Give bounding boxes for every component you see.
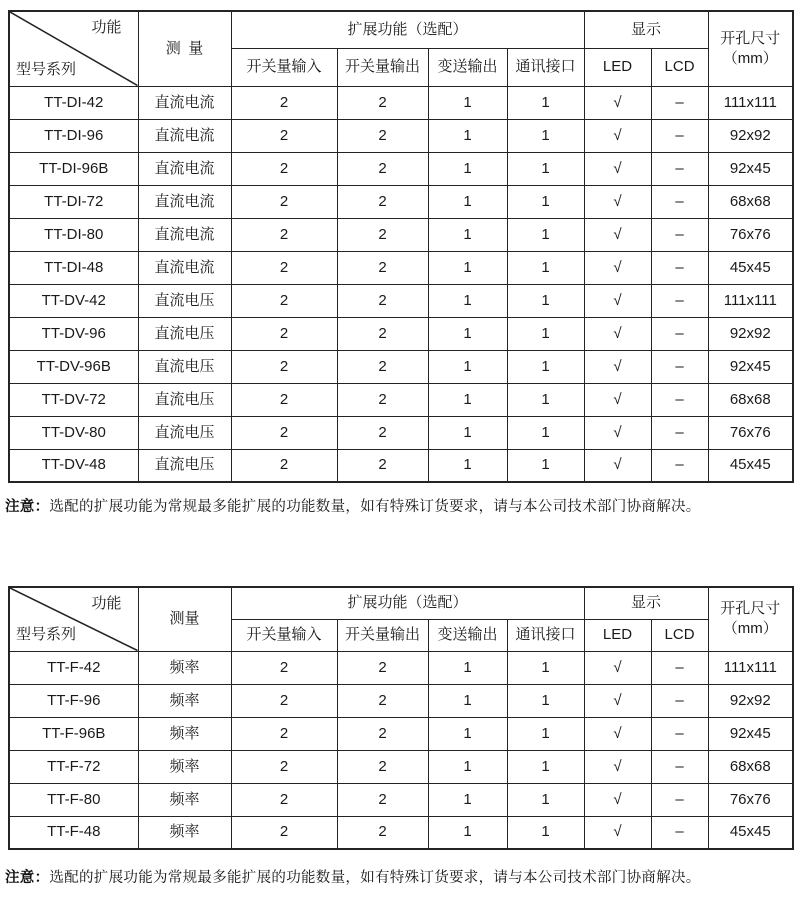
table-body-dc <box>9 86 793 482</box>
table-row <box>9 119 793 152</box>
transmit-output-cell: 1 <box>428 350 507 383</box>
model-cell: TT-DI-48 <box>9 251 138 284</box>
table-body-frequency <box>9 651 793 849</box>
lcd-cell: – <box>651 449 708 482</box>
switch-input-cell: 2 <box>231 449 337 482</box>
size-cell: 45x45 <box>708 816 793 849</box>
lcd-cell: – <box>651 383 708 416</box>
comm-interface-cell: 1 <box>507 86 584 119</box>
switch-input-cell: 2 <box>231 416 337 449</box>
led-cell: √ <box>584 119 651 152</box>
header-comm-interface: 通讯接口 <box>507 619 584 651</box>
header-row-groups <box>9 587 793 619</box>
measure-cell: 直流电流 <box>138 152 231 185</box>
switch-input-cell: 2 <box>231 152 337 185</box>
table-row <box>9 449 793 482</box>
measure-cell: 直流电流 <box>138 86 231 119</box>
note-2-text: 选配的扩展功能为常规最多能扩展的功能数量，如有特殊订货要求，请与本公司技术部门协商解决。 <box>49 870 701 886</box>
header-lcd: LCD <box>651 48 708 86</box>
transmit-output-cell: 1 <box>428 717 507 750</box>
switch-input-cell: 2 <box>231 86 337 119</box>
comm-interface-cell: 1 <box>507 218 584 251</box>
header-cutout-size <box>708 587 793 651</box>
table-row <box>9 717 793 750</box>
measure-cell: 直流电流 <box>138 218 231 251</box>
size-cell: 92x45 <box>708 350 793 383</box>
model-cell: TT-DI-96 <box>9 119 138 152</box>
table-row <box>9 251 793 284</box>
header-expand-group: 扩展功能（选配） <box>231 587 584 619</box>
lcd-cell: – <box>651 119 708 152</box>
header-led: LED <box>584 619 651 651</box>
table-row <box>9 86 793 119</box>
led-cell: √ <box>584 383 651 416</box>
led-cell: √ <box>584 284 651 317</box>
header-switch-input: 开关量输入 <box>231 48 337 86</box>
switch-output-cell: 2 <box>337 218 428 251</box>
comm-interface-cell: 1 <box>507 449 584 482</box>
table-row <box>9 651 793 684</box>
led-cell: √ <box>584 251 651 284</box>
transmit-output-cell: 1 <box>428 783 507 816</box>
table-row <box>9 218 793 251</box>
comm-interface-cell: 1 <box>507 317 584 350</box>
header-display-group: 显示 <box>584 587 708 619</box>
led-cell: √ <box>584 218 651 251</box>
table-row <box>9 416 793 449</box>
switch-output-cell: 2 <box>337 651 428 684</box>
transmit-output-cell: 1 <box>428 383 507 416</box>
comm-interface-cell: 1 <box>507 651 584 684</box>
measure-cell: 直流电流 <box>138 185 231 218</box>
header-transmit-output: 变送输出 <box>428 619 507 651</box>
header-cutout-size-line2: （mm） <box>722 620 778 638</box>
size-cell: 111x111 <box>708 284 793 317</box>
header-switch-input: 开关量输入 <box>231 619 337 651</box>
comm-interface-cell: 1 <box>507 185 584 218</box>
switch-output-cell: 2 <box>337 750 428 783</box>
led-cell: √ <box>584 317 651 350</box>
model-cell: TT-DV-42 <box>9 284 138 317</box>
measure-cell: 频率 <box>138 717 231 750</box>
comm-interface-cell: 1 <box>507 350 584 383</box>
lcd-cell: – <box>651 317 708 350</box>
lcd-cell: – <box>651 185 708 218</box>
header-switch-output: 开关量输出 <box>337 48 428 86</box>
header-measure: 测量 <box>138 587 231 651</box>
switch-output-cell: 2 <box>337 350 428 383</box>
switch-output-cell: 2 <box>337 185 428 218</box>
comm-interface-cell: 1 <box>507 383 584 416</box>
led-cell: √ <box>584 783 651 816</box>
model-cell: TT-F-72 <box>9 750 138 783</box>
note-1-label: 注意： <box>5 499 50 515</box>
comm-interface-cell: 1 <box>507 152 584 185</box>
lcd-cell: – <box>651 783 708 816</box>
transmit-output-cell: 1 <box>428 651 507 684</box>
measure-cell: 直流电压 <box>138 449 231 482</box>
model-cell: TT-DI-80 <box>9 218 138 251</box>
model-cell: TT-DV-48 <box>9 449 138 482</box>
note-2 <box>5 866 795 887</box>
switch-input-cell: 2 <box>231 651 337 684</box>
switch-input-cell: 2 <box>231 185 337 218</box>
model-cell: TT-F-96 <box>9 684 138 717</box>
transmit-output-cell: 1 <box>428 750 507 783</box>
table-row <box>9 152 793 185</box>
lcd-cell: – <box>651 416 708 449</box>
model-cell: TT-DI-96B <box>9 152 138 185</box>
lcd-cell: – <box>651 152 708 185</box>
spec-table-frequency <box>8 586 794 850</box>
size-cell: 92x45 <box>708 152 793 185</box>
measure-cell: 频率 <box>138 684 231 717</box>
model-function-diagonal-cell <box>9 11 138 86</box>
switch-input-cell: 2 <box>231 218 337 251</box>
switch-input-cell: 2 <box>231 251 337 284</box>
measure-cell: 直流电流 <box>138 251 231 284</box>
model-cell: TT-DI-72 <box>9 185 138 218</box>
lcd-cell: – <box>651 651 708 684</box>
led-cell: √ <box>584 816 651 849</box>
table-row <box>9 317 793 350</box>
measure-cell: 直流电压 <box>138 383 231 416</box>
lcd-cell: – <box>651 284 708 317</box>
spec-table-dc <box>8 10 794 483</box>
size-cell: 92x92 <box>708 684 793 717</box>
switch-output-cell: 2 <box>337 449 428 482</box>
led-cell: √ <box>584 86 651 119</box>
size-cell: 92x45 <box>708 717 793 750</box>
table-row <box>9 750 793 783</box>
switch-output-cell: 2 <box>337 251 428 284</box>
led-cell: √ <box>584 449 651 482</box>
header-switch-output: 开关量输出 <box>337 619 428 651</box>
size-cell: 68x68 <box>708 383 793 416</box>
switch-input-cell: 2 <box>231 317 337 350</box>
measure-cell: 频率 <box>138 750 231 783</box>
header-cutout-size-line2: （mm） <box>722 49 778 67</box>
led-cell: √ <box>584 684 651 717</box>
led-cell: √ <box>584 750 651 783</box>
switch-input-cell: 2 <box>231 717 337 750</box>
size-cell: 92x92 <box>708 317 793 350</box>
size-cell: 68x68 <box>708 750 793 783</box>
comm-interface-cell: 1 <box>507 750 584 783</box>
model-cell: TT-DV-96 <box>9 317 138 350</box>
switch-output-cell: 2 <box>337 816 428 849</box>
transmit-output-cell: 1 <box>428 251 507 284</box>
comm-interface-cell: 1 <box>507 119 584 152</box>
led-cell: √ <box>584 152 651 185</box>
transmit-output-cell: 1 <box>428 185 507 218</box>
header-function-label: 功能 <box>91 19 122 36</box>
lcd-cell: – <box>651 750 708 783</box>
measure-cell: 直流电流 <box>138 119 231 152</box>
transmit-output-cell: 1 <box>428 416 507 449</box>
switch-input-cell: 2 <box>231 816 337 849</box>
transmit-output-cell: 1 <box>428 119 507 152</box>
comm-interface-cell: 1 <box>507 783 584 816</box>
transmit-output-cell: 1 <box>428 684 507 717</box>
table-row <box>9 684 793 717</box>
led-cell: √ <box>584 717 651 750</box>
measure-cell: 频率 <box>138 816 231 849</box>
model-cell: TT-F-42 <box>9 651 138 684</box>
table-row <box>9 783 793 816</box>
size-cell: 111x111 <box>708 651 793 684</box>
table-row <box>9 284 793 317</box>
header-cutout-size <box>708 11 793 86</box>
switch-output-cell: 2 <box>337 383 428 416</box>
header-row-groups <box>9 11 793 48</box>
measure-cell: 直流电压 <box>138 284 231 317</box>
lcd-cell: – <box>651 218 708 251</box>
comm-interface-cell: 1 <box>507 816 584 849</box>
size-cell: 76x76 <box>708 416 793 449</box>
led-cell: √ <box>584 185 651 218</box>
model-function-diagonal-cell <box>9 587 138 651</box>
model-cell: TT-F-80 <box>9 783 138 816</box>
transmit-output-cell: 1 <box>428 449 507 482</box>
model-cell: TT-F-96B <box>9 717 138 750</box>
comm-interface-cell: 1 <box>507 684 584 717</box>
lcd-cell: – <box>651 684 708 717</box>
transmit-output-cell: 1 <box>428 317 507 350</box>
lcd-cell: – <box>651 251 708 284</box>
model-cell: TT-DV-80 <box>9 416 138 449</box>
transmit-output-cell: 1 <box>428 284 507 317</box>
measure-cell: 频率 <box>138 651 231 684</box>
table-row <box>9 383 793 416</box>
table-row <box>9 816 793 849</box>
measure-cell: 频率 <box>138 783 231 816</box>
transmit-output-cell: 1 <box>428 218 507 251</box>
model-cell: TT-DI-42 <box>9 86 138 119</box>
switch-output-cell: 2 <box>337 416 428 449</box>
size-cell: 76x76 <box>708 218 793 251</box>
measure-cell: 直流电压 <box>138 350 231 383</box>
led-cell: √ <box>584 350 651 383</box>
transmit-output-cell: 1 <box>428 86 507 119</box>
switch-output-cell: 2 <box>337 284 428 317</box>
led-cell: √ <box>584 416 651 449</box>
header-led: LED <box>584 48 651 86</box>
comm-interface-cell: 1 <box>507 416 584 449</box>
header-cutout-size-line1: 开孔尺寸 <box>720 29 781 47</box>
comm-interface-cell: 1 <box>507 717 584 750</box>
comm-interface-cell: 1 <box>507 251 584 284</box>
size-cell: 111x111 <box>708 86 793 119</box>
header-comm-interface: 通讯接口 <box>507 48 584 86</box>
header-transmit-output: 变送输出 <box>428 48 507 86</box>
transmit-output-cell: 1 <box>428 152 507 185</box>
header-measure: 测 量 <box>138 11 231 86</box>
lcd-cell: – <box>651 816 708 849</box>
header-model-series-label: 型号系列 <box>16 625 77 643</box>
switch-output-cell: 2 <box>337 783 428 816</box>
model-cell: TT-DV-96B <box>9 350 138 383</box>
note-1 <box>5 495 795 516</box>
switch-output-cell: 2 <box>337 717 428 750</box>
lcd-cell: – <box>651 86 708 119</box>
size-cell: 76x76 <box>708 783 793 816</box>
comm-interface-cell: 1 <box>507 284 584 317</box>
switch-input-cell: 2 <box>231 684 337 717</box>
header-function-label: 功能 <box>91 595 122 612</box>
switch-input-cell: 2 <box>231 119 337 152</box>
switch-input-cell: 2 <box>231 284 337 317</box>
switch-output-cell: 2 <box>337 119 428 152</box>
switch-output-cell: 2 <box>337 684 428 717</box>
transmit-output-cell: 1 <box>428 816 507 849</box>
size-cell: 45x45 <box>708 251 793 284</box>
switch-input-cell: 2 <box>231 383 337 416</box>
switch-input-cell: 2 <box>231 350 337 383</box>
led-cell: √ <box>584 651 651 684</box>
size-cell: 68x68 <box>708 185 793 218</box>
lcd-cell: – <box>651 350 708 383</box>
header-lcd: LCD <box>651 619 708 651</box>
switch-input-cell: 2 <box>231 750 337 783</box>
table-row <box>9 185 793 218</box>
note-1-text: 选配的扩展功能为常规最多能扩展的功能数量，如有特殊订货要求，请与本公司技术部门协商解决。 <box>49 499 701 515</box>
switch-input-cell: 2 <box>231 783 337 816</box>
switch-output-cell: 2 <box>337 317 428 350</box>
header-display-group: 显示 <box>584 11 708 48</box>
model-cell: TT-DV-72 <box>9 383 138 416</box>
size-cell: 92x92 <box>708 119 793 152</box>
header-expand-group: 扩展功能（选配） <box>231 11 584 48</box>
measure-cell: 直流电压 <box>138 317 231 350</box>
switch-output-cell: 2 <box>337 152 428 185</box>
lcd-cell: – <box>651 717 708 750</box>
note-2-label: 注意： <box>5 870 50 886</box>
switch-output-cell: 2 <box>337 86 428 119</box>
size-cell: 45x45 <box>708 449 793 482</box>
header-cutout-size-line1: 开孔尺寸 <box>720 600 781 617</box>
table-row <box>9 350 793 383</box>
header-model-series-label: 型号系列 <box>16 60 77 78</box>
model-cell: TT-F-48 <box>9 816 138 849</box>
measure-cell: 直流电压 <box>138 416 231 449</box>
